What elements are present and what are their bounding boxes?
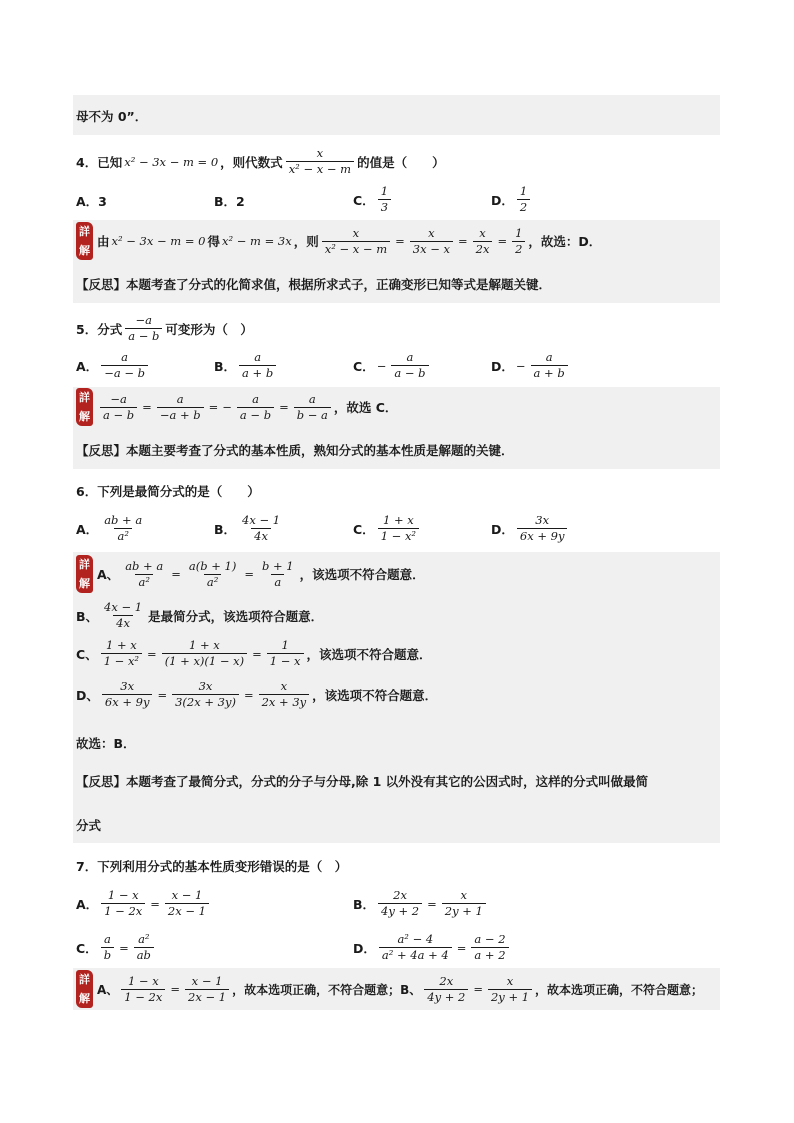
question-5-stem: 5．分式 $\frac{-a}{a - b}$ 可变形为（ ） [76,313,253,343]
question-6-stem: 6．下列是最简分式的是（ ） [76,484,260,499]
question-6-solution-c: C、 $\frac{1 + x}{\text{1 − x²}}$ = $\frac{1 + x}{(1 + x)(1 - x)}$ = $\frac{1}{1 - x}$ ，该选项不符合题意． [76,638,432,668]
question-6-solution-d: D、 $\frac{3x}{6x + 9y}$ = $\frac{3x}{3(2x + 3y)}$ = $\frac{x}{2x + 3y}$ ，该选项不符合题意． [76,679,438,709]
option-b: B． $\frac{4x - 1}{4x}$ [214,513,281,543]
solution-seal-icon: 詳 解 [76,388,93,426]
option-c: C． $\frac{1}{3}$ [353,184,394,215]
reflection: 【反思】本题考查了最简分式，分式的分子与分母,除 1 以外没有其它的公因式时，这样的分式叫做最简 [76,774,649,789]
fraction: $\frac{x}{\text{x² − x − m}}$ [286,146,354,177]
question-6-solution-b: B、 $\frac{4x - 1}{4x}$ 是最简分式，该选项符合题意． [76,600,324,630]
option-a: A． $\frac{1 - x}{1 - 2x}$ = $\frac{x - 1}{2x - 1}$ [76,888,212,919]
option-d: D． $\frac{3x}{6x + 9y}$ [491,513,570,544]
reflection: 【反思】本题主要考查了分式的基本性质，熟知分式的基本性质是解题的关键． [76,443,514,458]
answer: 故选：B． [76,736,136,751]
option-c: C． $\frac{1 + x}{\text{1 − x²}}$ [353,513,422,544]
solution-box-continued [73,95,720,135]
solution-seal-icon: 詳 解 [76,222,93,260]
question-7-solution: 詳 解 A、 $\frac{1 - x}{1 - 2x}$ = $\frac{x - 1}{2x - 1}$ ，故本选项正确，不符合题意；B、 $\frac{2x}{4y + 2}$ = $\frac{x}{2y + 1}$ ，故本选项正确，不符合题意； [76,970,703,1008]
option-d: D． − $\frac{a}{a + b}$ [491,350,571,381]
reflection: 【反思】本题考查了分式的化简求值，根据所求式子，正确变形已知等式是解题关键． [76,277,552,292]
option-a: A．3 [76,194,107,209]
option-b: B． $\frac{2x}{4y + 2}$ = $\frac{x}{2y + 1}$ [353,888,489,919]
question-7-stem: 7．下列利用分式的基本性质变形错误的是（ ） [76,859,348,874]
question-4-solution: 詳 解 由 x² − 3x − m = 0 得 x² − m = 3x ，则 $\frac{x}{\text{x² − x − m}}$ = $\frac{x}{3x - x}$ = $\frac{x}{2x}$ = $\frac{1}{2}$ ，故选：D． [76,222,601,260]
option-c: C． $\frac{a}{b}$ = $\frac{\text{a²}}{ab}$ [76,932,157,963]
solution-fragment: 母不为 0”． [76,109,148,124]
option-a: A． $\frac{a}{-a - b}$ [76,350,151,381]
option-a: A． $\frac{ab + a}{\text{a²}}$ [76,513,143,543]
option-b: B．2 [214,194,245,209]
solution-seal-icon: 詳 解 [76,555,93,593]
option-d: D． $\frac{1}{2}$ [491,184,533,215]
question-4-stem: 4．已知 x² − 3x − m = 0 ，则代数式 $\frac{x}{\text{x² − x − m}}$ 的值是（ ） [76,146,445,176]
option-b: B． $\frac{a}{a + b}$ [214,350,279,381]
question-5-solution: 詳 解 $\frac{-a}{a - b}$ = $\frac{a}{-a + b}$ = − $\frac{a}{a - b}$ = $\frac{a}{b - a}$ ，故选 C． [76,388,397,426]
question-6-solution-a: 詳 解 A、 $\frac{ab + a}{\text{a²}}$ = $\frac{a(b + 1)}{\text{a²}}$ = $\frac{b + 1}{a}$ ，该选项不符合题意． [76,555,425,593]
solution-seal-icon: 詳 解 [76,970,93,1008]
reflection-continued: 分式 [76,818,102,833]
option-c: C． − $\frac{a}{a - b}$ [353,350,432,381]
option-d: D． $\frac{\text{a² − 4}}{\text{a² + 4a + 4}}$ = $\frac{a - 2}{a + 2}$ [353,932,512,963]
